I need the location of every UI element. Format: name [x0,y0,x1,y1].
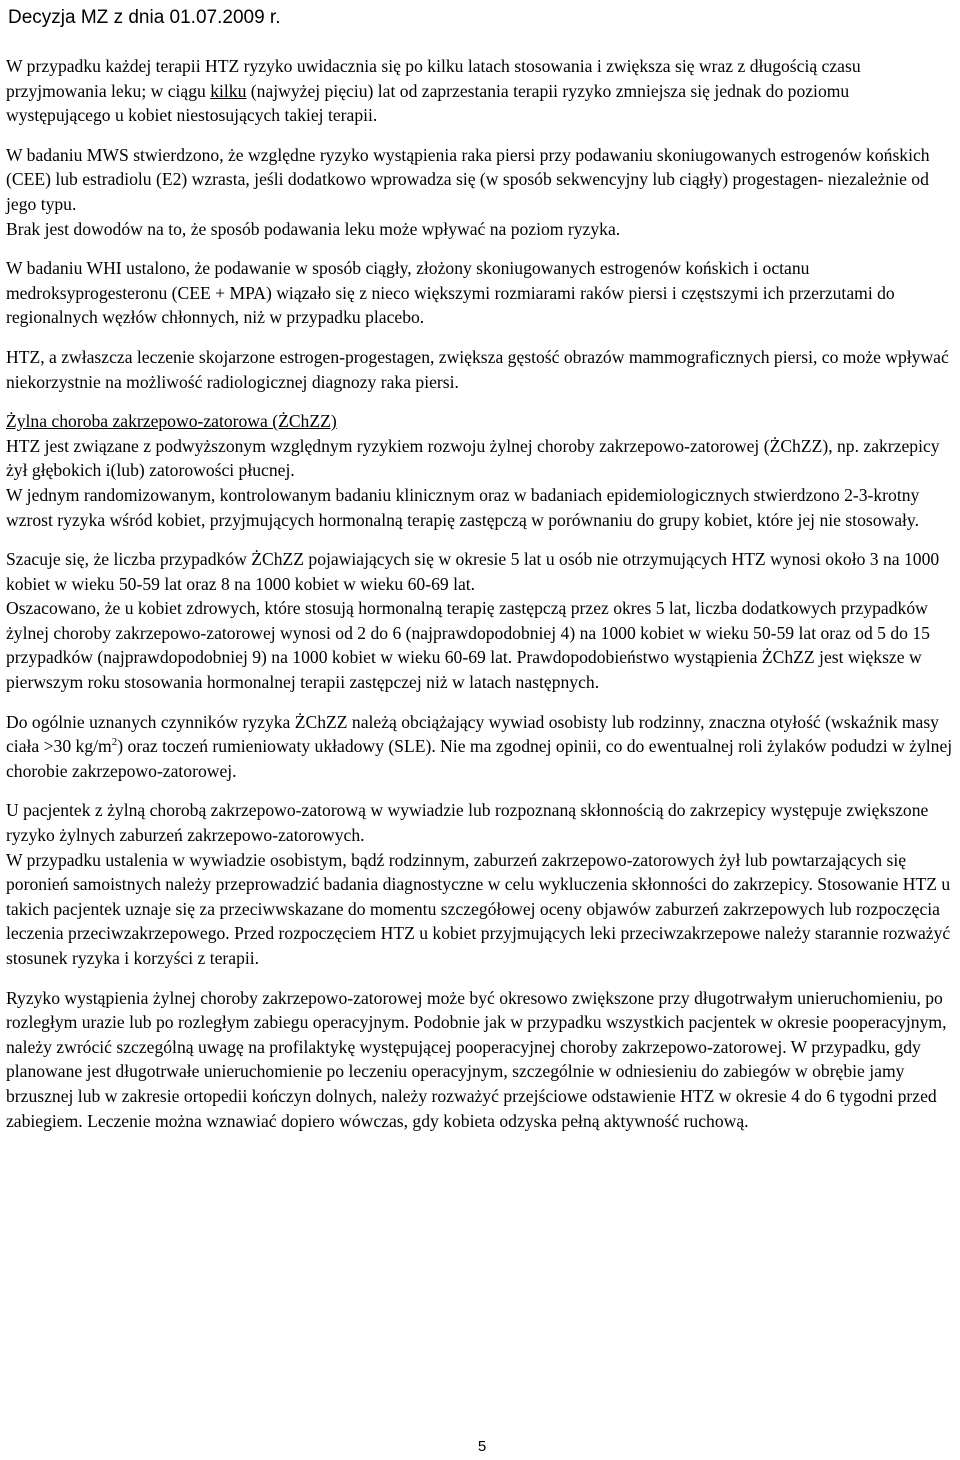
paragraph-diagnostics: W przypadku ustalenia w wywiadzie osobistym, bądź rodzinnym, zaburzeń zakrzepowo-zatorowych żył lub powtarzających się poronień samoistnych należy przeprowadzić badania diagnostyczne w celu wykluczenia skłonności do zakrzepicy. Stosowanie HTZ u takich pacjentek uznaje się za przeciwwskazane do momentu szczegółowej oceny objawów zaburzeń zakrzepowych lub rozpoczęcia leczenia przeciwzakrzepowego. Przed rozpoczęciem HTZ u kobiet przyjmujących leki przeciwzakrzepowe należy starannie rozważyć stosunek ryzyka i korzyści z terapii. [6,849,951,968]
underlined-word: kilku [210,80,247,101]
paragraph-vte-incidence: Szacuje się, że liczba przypadków ŻChZZ pojawiających się w okresie 5 lat u osób nie otrzymujących HTZ wynosi około 3 na 1000 kobiet w wieku 50-59 lat oraz 8 na 1000 kobiet w wieku 60-69 lat. [6,549,940,594]
paragraph-risk-factors [6,710,956,784]
superscript-two: 2 [111,736,118,749]
paragraph-vte-risk: HTZ jest związane z podwyższonym względnym ryzykiem rozwoju żylnej choroby zakrzepowo-zatorowej (ŻChZZ), np. zakrzepicy żył głębokich i(lub) zatorowości płucnej. [6,435,940,481]
paragraph-mws-study: W badaniu MWS stwierdzono, że względne ryzyko wystąpienia raka piersi przy podawaniu skoniugowanych estrogenów końskich (CEE) lub estradiolu (E2) wzrasta, jeśli dodatkowo wprowadza się (w sposób sekwencyjny lub ciągły) progestagen- niezależnie od jego typu. [6,144,930,214]
section-title-vte: Żylna choroba zakrzepowo-zatorowa (ŻChZZ) [6,411,337,432]
page-number: 5 [477,1438,487,1455]
text-run: Do ogólnie uznanych czynników ryzyka ŻChZZ należą obciążający wywiad osobisty lub rodzinny, znaczna otyłość (wskaźnik masy ciała >30 kg/m [6,711,939,757]
document-body [6,54,956,1148]
document-header: Decyzja MZ z dnia 01.07.2009 r. [8,7,281,28]
text-run: ) oraz toczeń rumieniowaty układowy (SLE). Nie ma zgodnej opinii, co do ewentualnej roli żylaków podudzi w żylnej chorobie zakrzepowo-zatorowej. [6,736,953,781]
text-run: W przypadku każdej terapii HTZ ryzyko uwidacznia się po kilku latach stosowania i zwiększa się wraz z długością czasu przyjmowania leku; w ciągu [6,56,861,101]
paragraph-vte-history: U pacjentek z żylną chorobą zakrzepowo-zatorową w wywiadzie lub rozpoznaną skłonnością do zakrzepicy występuje zwiększone ryzyko żylnych zaburzeń zakrzepowo-zatorowych. [6,800,929,846]
paragraph-immobilization: Ryzyko wystąpienia żylnej choroby zakrzepowo-zatorowej może być okresowo zwiększone przy długotrwałym unieruchomieniu, po rozległym urazie lub po rozległym zabiegu operacyjnym. Podobnie jak w przypadku wszystkich pacjentek w okresie pooperacyjnym, należy zwrócić szczególną uwagę na profilaktykę występującej pooperacyjnej choroby zakrzepowo-zatorowej. W przypadku, gdy planowane jest długotrwałe unieruchomienie po leczeniu operacyjnym, szczególnie w odniesieniu do zabiegów w obrębie jamy brzusznej lub w zakresie ortopedii kończyn dolnych, należy rozważyć przejściowe odstawienie HTZ w okresie 4 do 6 tygodni przed zabiegiem. Leczenie można wznawiać dopiero wówczas, gdy kobieta odzyska pełną aktywność ruchową. [6,987,947,1131]
paragraph-mammography: HTZ, a zwłaszcza leczenie skojarzone estrogen-progestagen, zwiększa gęstość obrazów mammograficznych piersi, co może wpływać niekorzystnie na możliwość radiologicznej diagnozy raka piersi. [6,346,949,392]
paragraph-htz-risk-duration [6,54,956,128]
paragraph-randomized-trial: W jednym randomizowanym, kontrolowanym badaniu klinicznym oraz w badaniach epidemiologicznych stwierdzono 2-3-krotny wzrost ryzyka wśród kobiet, przyjmujących hormonalną terapię zastępczą w porównaniu do grupy kobiet, które jej nie stosowały. [6,484,920,530]
paragraph-additional-cases: Oszacowano, że u kobiet zdrowych, które stosują hormonalną terapię zastępczą przez okres 5 lat, liczba dodatkowych przypadków żylnej choroby zakrzepowo-zatorowej wynosi od 2 do 6 (najprawdopodobniej 4) na 1000 kobiet w wieku 50-59 lat oraz od 5 do 15 przypadków (najprawdopodobniej 9) na 1000 kobiet w wieku 60-69 lat. Prawdopodobieństwo wystąpienia ŻChZZ jest większe w pierwszym roku stosowania hormonalnej terapii zastępczej niż w latach następnych. [6,598,930,693]
paragraph-whi-study: W badaniu WHI ustalono, że podawanie w sposób ciągły, złożony skoniugowanych estrogenów końskich i octanu medroksyprogesteronu (CEE + MPA) wiązało się z nieco większymi rozmiarami raków piersi i częstszymi ich przerzutami do regionalnych węzłów chłonnych, niż w przypadku placebo. [6,258,895,328]
text-run: (najwyżej pięciu) lat od zaprzestania terapii ryzyko zmniejsza się jednak do poziomu występującego u kobiet niestosujących takiej terapii. [6,80,850,126]
paragraph-no-evidence: Brak jest dowodów na to, że sposób podawania leku może wpływać na poziom ryzyka. [6,218,621,239]
